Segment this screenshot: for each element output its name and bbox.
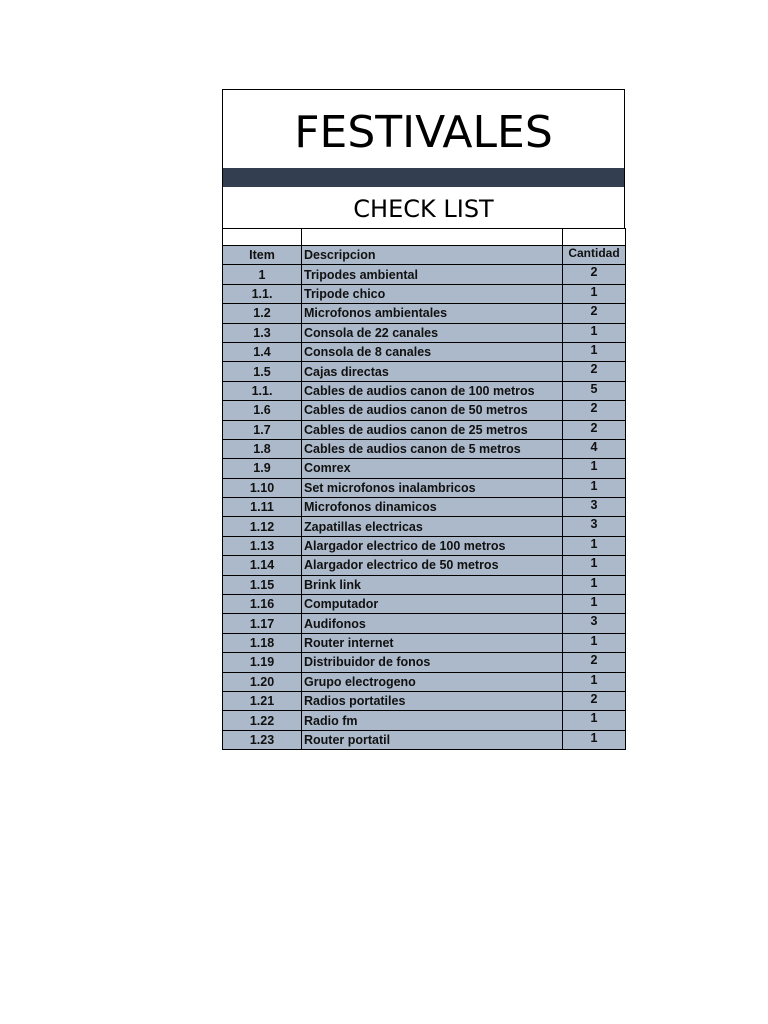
quantity-cell: 1	[563, 575, 626, 594]
item-cell: 1.18	[223, 633, 302, 652]
checklist-table	[222, 228, 626, 750]
description-cell: Cables de audios canon de 5 metros	[302, 439, 563, 458]
description-cell: Consola de 8 canales	[302, 342, 563, 361]
description-cell: Computador	[302, 595, 563, 614]
item-cell: 1.19	[223, 653, 302, 672]
item-cell: 1.12	[223, 517, 302, 536]
item-cell: 1.20	[223, 672, 302, 691]
description-cell: Radios portatiles	[302, 691, 563, 710]
table-row	[223, 653, 626, 672]
table-row	[223, 284, 626, 303]
item-cell: 1	[223, 265, 302, 284]
quantity-cell: 3	[563, 498, 626, 517]
quantity-cell: 2	[563, 304, 626, 323]
table-row	[223, 323, 626, 342]
item-cell: 1.15	[223, 575, 302, 594]
description-cell: Microfonos dinamicos	[302, 498, 563, 517]
description-cell: Cajas directas	[302, 362, 563, 381]
description-cell: Consola de 22 canales	[302, 323, 563, 342]
description-cell: Distribuidor de fonos	[302, 653, 563, 672]
quantity-cell: 1	[563, 730, 626, 749]
quantity-cell: 2	[563, 691, 626, 710]
title-divider-band	[222, 168, 625, 187]
quantity-cell: 1	[563, 323, 626, 342]
item-cell: 1.11	[223, 498, 302, 517]
quantity-cell: 2	[563, 653, 626, 672]
page-title: FESTIVALES	[222, 89, 625, 168]
item-cell: 1.8	[223, 439, 302, 458]
quantity-cell: 1	[563, 478, 626, 497]
item-cell: 1.1.	[223, 381, 302, 400]
table-row	[223, 595, 626, 614]
blank-cell	[563, 229, 626, 246]
table-row	[223, 439, 626, 458]
item-cell: 1.13	[223, 536, 302, 555]
table-row	[223, 420, 626, 439]
blank-cell	[223, 229, 302, 246]
table-row	[223, 381, 626, 400]
table-row	[223, 575, 626, 594]
header-item: Item	[223, 246, 302, 265]
item-cell: 1.7	[223, 420, 302, 439]
quantity-cell: 1	[563, 556, 626, 575]
table-row	[223, 556, 626, 575]
table-row	[223, 498, 626, 517]
table-header-row	[223, 246, 626, 265]
item-cell: 1.23	[223, 730, 302, 749]
description-cell: Cables de audios canon de 100 metros	[302, 381, 563, 400]
description-cell: Radio fm	[302, 711, 563, 730]
description-cell: Set microfonos inalambricos	[302, 478, 563, 497]
item-cell: 1.17	[223, 614, 302, 633]
description-cell: Tripodes ambiental	[302, 265, 563, 284]
table-row	[223, 459, 626, 478]
table-row	[223, 265, 626, 284]
quantity-cell: 2	[563, 401, 626, 420]
quantity-cell: 1	[563, 633, 626, 652]
quantity-cell: 4	[563, 439, 626, 458]
checklist-sheet	[222, 89, 625, 750]
description-cell: Router portatil	[302, 730, 563, 749]
quantity-cell: 2	[563, 420, 626, 439]
description-cell: Cables de audios canon de 50 metros	[302, 401, 563, 420]
table-row	[223, 730, 626, 749]
item-cell: 1.5	[223, 362, 302, 381]
table-row	[223, 536, 626, 555]
blank-cell	[302, 229, 563, 246]
description-cell: Zapatillas electricas	[302, 517, 563, 536]
table-row	[223, 711, 626, 730]
page-subtitle: CHECK LIST	[222, 187, 625, 228]
quantity-cell: 1	[563, 672, 626, 691]
description-cell: Grupo electrogeno	[302, 672, 563, 691]
quantity-cell: 3	[563, 614, 626, 633]
quantity-cell: 1	[563, 459, 626, 478]
item-cell: 1.10	[223, 478, 302, 497]
table-row	[223, 342, 626, 361]
table-row	[223, 614, 626, 633]
quantity-cell: 1	[563, 342, 626, 361]
description-cell: Microfonos ambientales	[302, 304, 563, 323]
table-row	[223, 478, 626, 497]
table-row	[223, 517, 626, 536]
quantity-cell: 2	[563, 265, 626, 284]
item-cell: 1.21	[223, 691, 302, 710]
quantity-cell: 5	[563, 381, 626, 400]
table-row	[223, 362, 626, 381]
description-cell: Brink link	[302, 575, 563, 594]
item-cell: 1.1.	[223, 284, 302, 303]
table-row	[223, 633, 626, 652]
item-cell: 1.3	[223, 323, 302, 342]
header-quantity: Cantidad	[563, 246, 626, 265]
quantity-cell: 2	[563, 362, 626, 381]
quantity-cell: 1	[563, 711, 626, 730]
description-cell: Comrex	[302, 459, 563, 478]
header-description: Descripcion	[302, 246, 563, 265]
description-cell: Audifonos	[302, 614, 563, 633]
quantity-cell: 1	[563, 536, 626, 555]
item-cell: 1.9	[223, 459, 302, 478]
blank-row	[223, 229, 626, 246]
description-cell: Tripode chico	[302, 284, 563, 303]
description-cell: Alargador electrico de 100 metros	[302, 536, 563, 555]
item-cell: 1.14	[223, 556, 302, 575]
item-cell: 1.22	[223, 711, 302, 730]
item-cell: 1.16	[223, 595, 302, 614]
table-row	[223, 304, 626, 323]
item-cell: 1.2	[223, 304, 302, 323]
quantity-cell: 1	[563, 595, 626, 614]
item-cell: 1.6	[223, 401, 302, 420]
quantity-cell: 1	[563, 284, 626, 303]
table-row	[223, 672, 626, 691]
description-cell: Router internet	[302, 633, 563, 652]
table-row	[223, 401, 626, 420]
quantity-cell: 3	[563, 517, 626, 536]
description-cell: Cables de audios canon de 25 metros	[302, 420, 563, 439]
description-cell: Alargador electrico de 50 metros	[302, 556, 563, 575]
item-cell: 1.4	[223, 342, 302, 361]
table-row	[223, 691, 626, 710]
